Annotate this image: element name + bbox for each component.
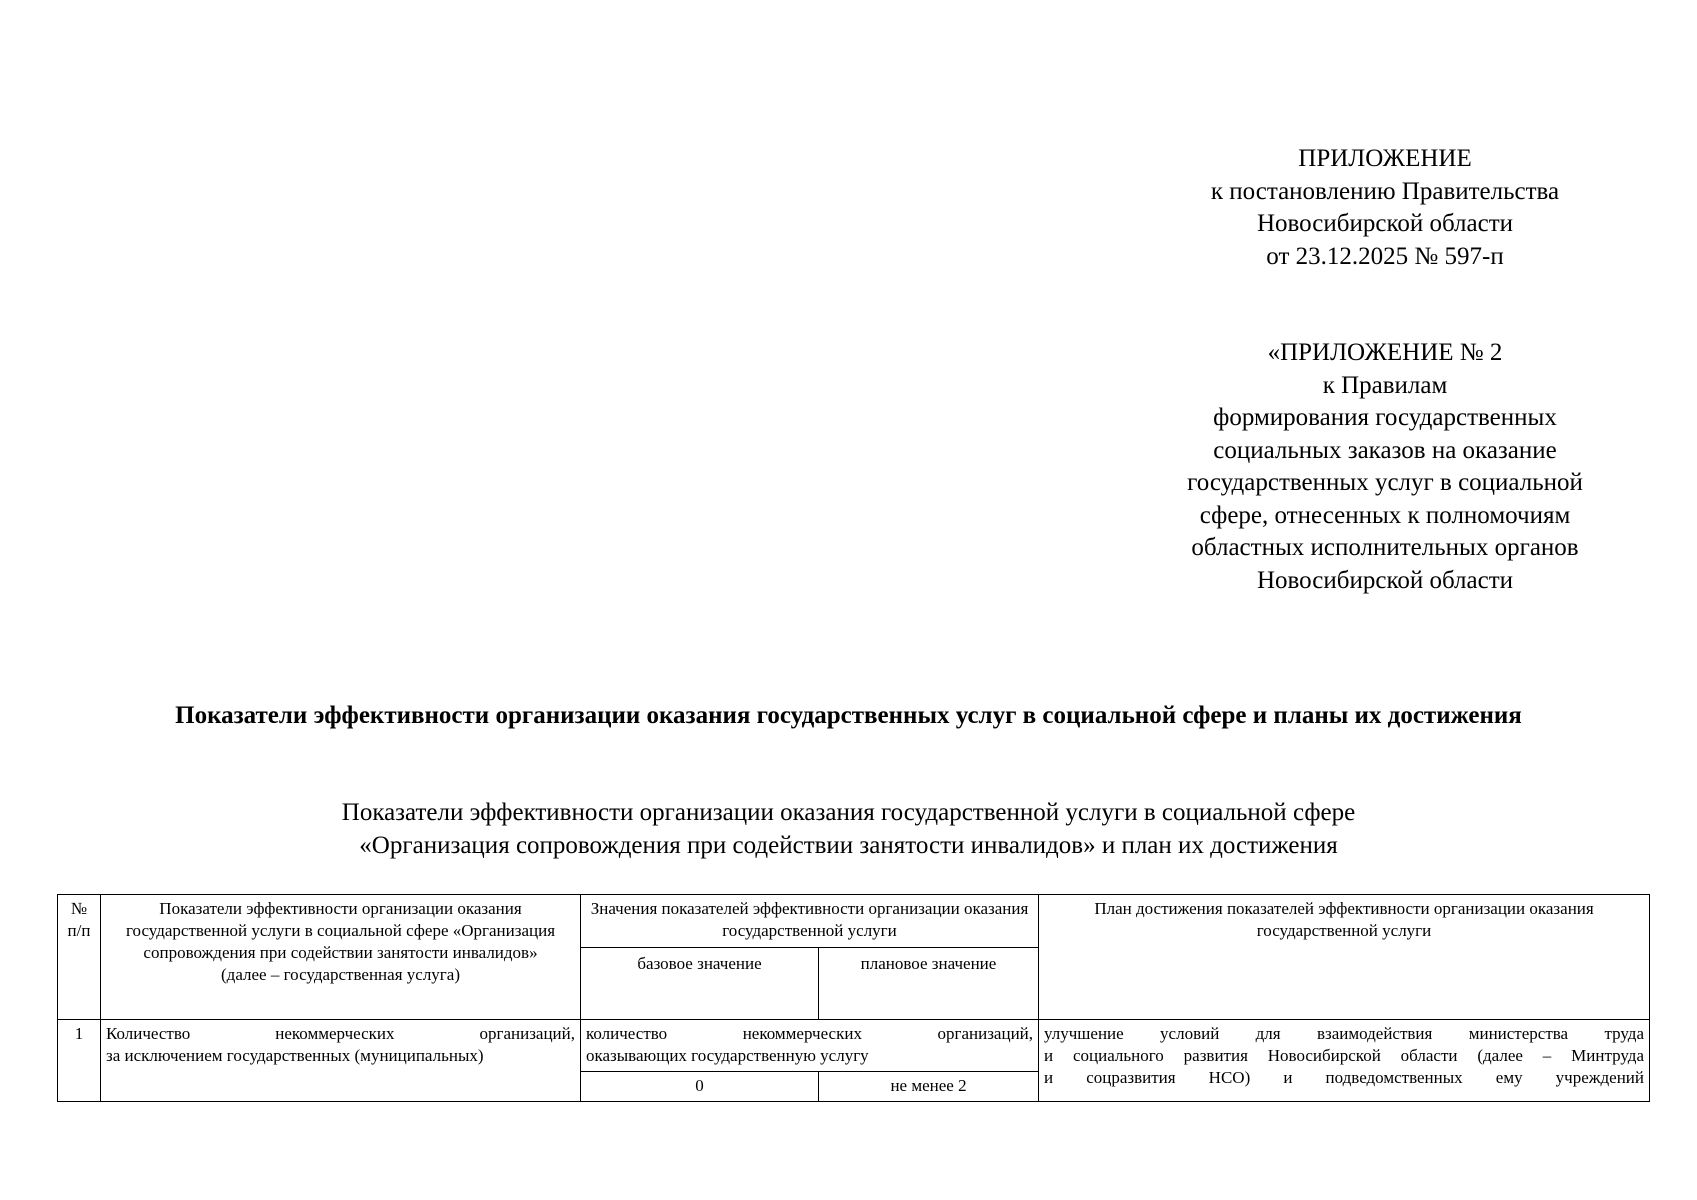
header-num: № п/п	[58, 895, 101, 1020]
row-plan	[1039, 1020, 1650, 1102]
appendix-reference	[1130, 337, 1640, 597]
approval-line: к постановлению Правительства	[1210, 177, 1560, 205]
subtitle-line: Показатели эффективности организации оказания государственной услуги в социальной сфере	[341, 799, 1356, 826]
approval-line: ПРИЛОЖЕНИЕ	[1298, 145, 1472, 172]
row-num: 1	[58, 1020, 101, 1102]
appendix-line: Новосибирской области	[1256, 566, 1514, 594]
appendix-line: к Правилам	[1322, 371, 1448, 399]
header-plan: План достижения показателей эффективности организации оказания государственной услуги	[1039, 895, 1650, 1020]
appendix-line: формирования государственных	[1213, 404, 1557, 431]
table-header-row	[58, 895, 1650, 948]
row-plan-line: улучшение условий для взаимодействия министерства труда	[1044, 1024, 1645, 1043]
approval-line: от 23.12.2025 № 597-п	[1266, 242, 1504, 270]
appendix-line: областных исполнительных органов	[1191, 534, 1579, 561]
row-value-description	[581, 1020, 1039, 1072]
row-base-value: 0	[581, 1072, 819, 1102]
document-title: Показатели эффективности организации оказания государственных услуг в социальной сфере и планы их достижения	[175, 702, 1522, 729]
header-indicators: Показатели эффективности организации оказания государственной услуги в социальной сфере «Организация сопровождения при содействии занятости инвалидов» (далее – государственная услуга)	[101, 895, 581, 1020]
indicators-table	[57, 894, 1650, 1102]
header-base-value: базовое значение	[581, 948, 819, 1020]
row-plan-line: и социального развития Новосибирской области (далее – Минтруда	[1044, 1046, 1645, 1065]
row-planned-value: не менее 2	[819, 1072, 1039, 1102]
subtitle-line: «Организация сопровождения при содействии занятости инвалидов» и план их достижения	[359, 831, 1338, 859]
row-indicator-line: Количество некоммерческих организаций,	[106, 1024, 575, 1043]
header-values: Значения показателей эффективности организации оказания государственной услуги	[581, 895, 1039, 948]
approval-line: Новосибирской области	[1256, 210, 1514, 237]
appendix-line: «ПРИЛОЖЕНИЕ № 2	[1267, 339, 1503, 366]
header-planned-value: плановое значение	[819, 948, 1039, 1020]
appendix-line: сфере, отнесенных к полномочиям	[1199, 501, 1571, 529]
document-subtitle	[0, 797, 1697, 862]
table-row	[58, 1020, 1650, 1072]
row-value-line: оказывающих государственную услугу	[586, 1046, 869, 1065]
appendix-line: социальных заказов на оказание	[1213, 436, 1557, 464]
row-plan-line: и соцразвития НСО) и подведомственных ему учреждений	[1044, 1068, 1645, 1087]
appendix-line: государственных услуг в социальной	[1187, 469, 1583, 496]
approval-stamp	[1130, 143, 1640, 273]
row-indicator	[101, 1020, 581, 1102]
row-indicator-line: за исключением государственных (муниципальных)	[106, 1046, 484, 1065]
row-value-line: количество некоммерческих организаций,	[586, 1024, 1034, 1043]
